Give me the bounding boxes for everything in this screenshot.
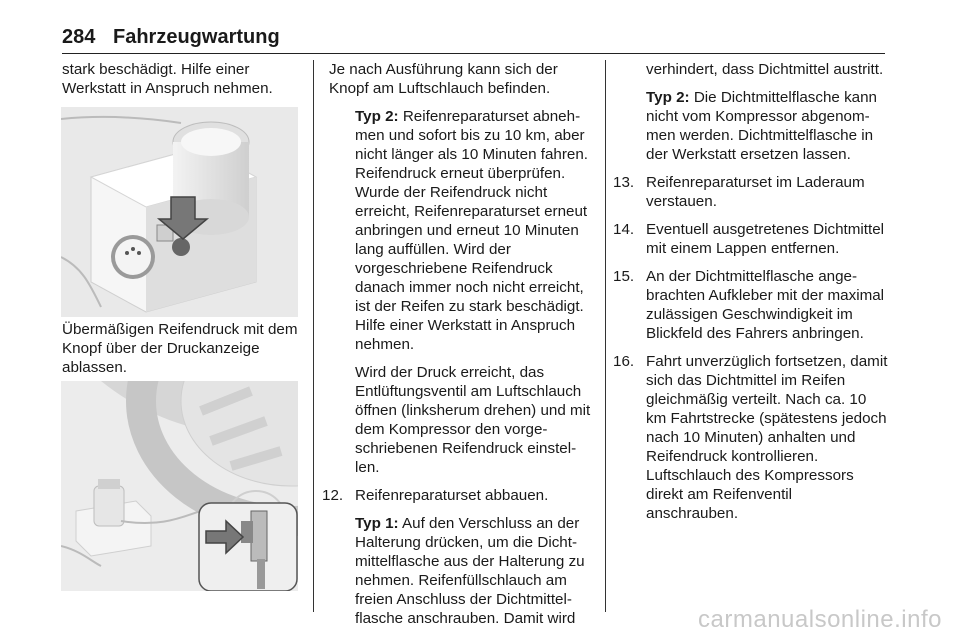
page-header [62, 25, 885, 54]
list-item [613, 220, 888, 258]
list-number: 15. [613, 268, 635, 285]
list-text: Reifenreparaturset abbauen. [355, 487, 549, 504]
type-label: Typ 2: [646, 89, 690, 106]
page-title: Fahrzeugwartung [113, 26, 280, 48]
watermark: carmanualsonline.info [698, 606, 942, 633]
list-number: 12. [322, 487, 344, 504]
paragraph-text: Auf den Verschluss an der Halterung drücken, um die Dichtmittelflasche aus der Halterung zu nehmen. Reifenfüllschlauch am freien Anschluss der Dichtmittelflasche anschrauben. Damit wird [355, 515, 585, 627]
list-number: 14. [613, 221, 635, 238]
list-number: 13. [613, 174, 635, 191]
type-label: Typ 2: [355, 108, 399, 125]
column-divider [605, 60, 606, 612]
compressor-illustration [61, 107, 298, 317]
paragraph [329, 107, 593, 354]
list-text: An der Dichtmittelflasche angebrachten Aufkleber mit der maximal zulässigen Geschwindigkeit im Blickfeld des Fahrers anbringen. [646, 268, 885, 342]
type-label: Typ 1: [355, 515, 399, 532]
tyre-valve-illustration [61, 381, 298, 591]
list-number: 16. [613, 353, 635, 370]
paragraph-text: Die Dichtmittelflasche kann nicht vom Kompressor abgenommen werden. Dichtmittelflasche in der Werkstatt ersetzen lassen. [646, 89, 877, 163]
paragraph: Je nach Ausführung kann sich der Knopf am Luftschlauch befinden. [329, 61, 558, 97]
col1-intro: stark beschädigt. Hilfe einer Werkstatt in Anspruch nehmen. [62, 61, 273, 97]
paragraph [329, 514, 593, 628]
paragraph: verhindert, dass Dichtmittel austritt. [646, 61, 884, 78]
list-text: Eventuell ausgetretenes Dichtmittel mit einem Lappen entfernen. [646, 221, 885, 257]
paragraph-text: Reifenreparaturset abnehmen und sofort bis zu 10 km, aber nicht länger als 10 Minuten fahren. Reifendruck erneut überprüfen. Wurde der Reifendruck nicht erreicht, Reifenreparaturset erneut anbringen und erneut 10 Minuten lang auffüllen. Wird der vorgeschriebene Reifendruck danach immer noch nicht erreicht, ist der Reifen zu stark beschädigt. Hilfe einer Werkstatt in Anspruch nehmen. [355, 108, 589, 353]
page-number: 284 [62, 26, 96, 48]
figure-caption: Übermäßigen Reifendruck mit dem Knopf über der Druckanzeige ablassen. [62, 321, 298, 376]
list-text: Fahrt unverzüglich fortsetzen, damit sich das Dichtmittel im Reifen gleichmäßig verteilt. Nach ca. 10 km Fahrtstrecke (spätestens jedoch nach 10 Minuten) anhalten und Reifendruck kontrollieren. Luftschlauch des Kompressors direkt am Reifenventil anschrauben. [646, 353, 888, 522]
column-divider [313, 60, 314, 612]
column-3 [613, 60, 888, 532]
list-item [613, 267, 888, 343]
column-2 [322, 60, 593, 637]
paragraph [620, 88, 888, 164]
list-item [322, 486, 593, 505]
list-text: Reifenreparaturset im Laderaum verstauen. [646, 174, 865, 210]
paragraph: Wird der Druck erreicht, das Entlüftungsventil am Luftschlauch öffnen (linksherum drehen) und mit dem Kompressor den vorgeschriebenen Reifendruck einstellen. [355, 364, 591, 476]
list-item [613, 352, 888, 523]
list-item [613, 173, 888, 211]
